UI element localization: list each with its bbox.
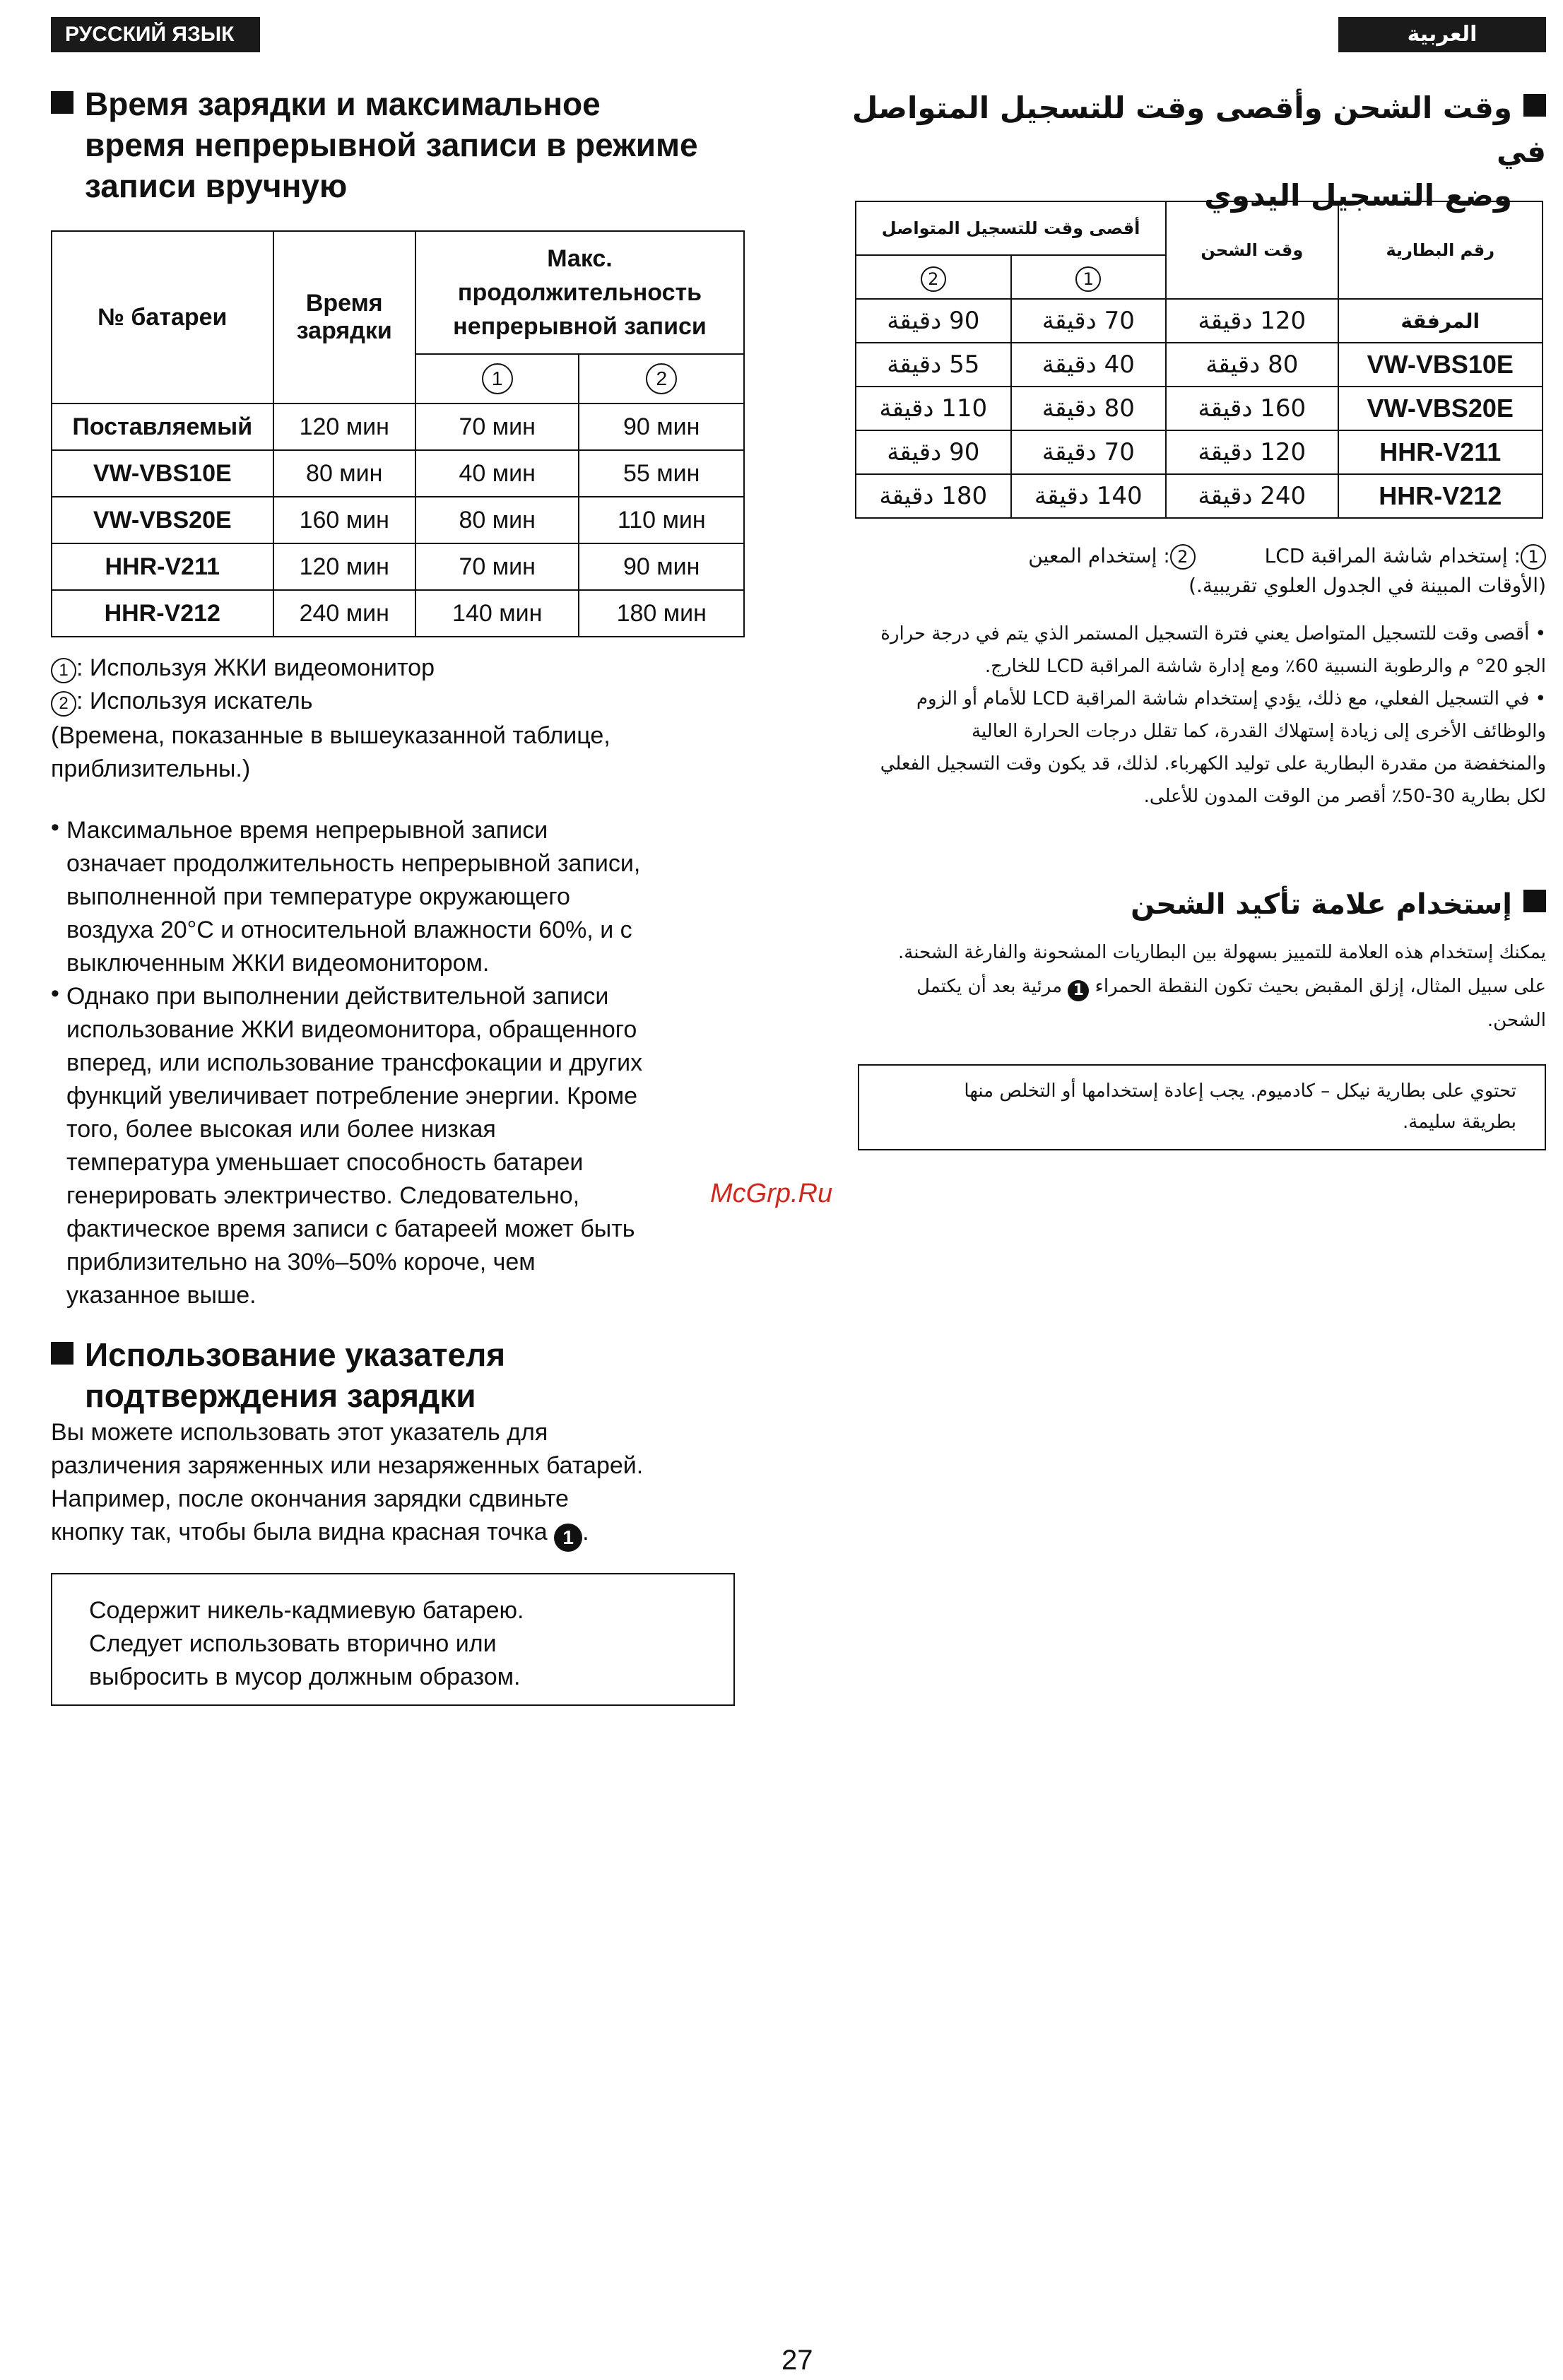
arabic-language-tag: العربية	[1338, 17, 1546, 52]
table-row	[856, 343, 1543, 387]
ru-bullet2-line: фактическое время записи с батареей может быть	[66, 1215, 635, 1242]
red-dot-marker-icon: 1	[554, 1524, 582, 1552]
ar-cell-lcd: 70 دقيقة	[1011, 430, 1167, 474]
table-row	[856, 299, 1543, 343]
circled-one-icon: 1	[482, 363, 513, 394]
ru-cell-charge: 160 мин	[273, 497, 415, 543]
ar-notice-line: تحتوي على بطارية نيكل – كادميوم. يجب إعادة إستخدامها أو التخلص منها	[964, 1080, 1516, 1102]
ru-cell-charge: 80 мин	[273, 450, 415, 497]
ar-bullet2-line: لكل بطارية 30-50٪ أقصر من الوقت المدون للأعلى.	[1143, 786, 1546, 807]
ru-note-line2: приблизительны.)	[51, 755, 251, 782]
ar-cell-lcd: 70 دقيقة	[1011, 299, 1167, 343]
red-dot-marker-icon: 1	[1068, 980, 1089, 1001]
ar-legend-viewfinder: : إستخدام المعين	[1028, 544, 1170, 567]
ar-legend	[854, 541, 1546, 601]
ar-section2-title: إستخدام علامة تأكيد الشحن	[1131, 888, 1512, 921]
ru-bullet-1	[51, 814, 750, 1312]
ar-section1-title	[839, 86, 1546, 218]
watermark-text: McGrp.Ru	[710, 1179, 833, 1208]
table-row	[52, 590, 744, 637]
circled-two-icon: 2	[1170, 544, 1196, 570]
ru-section2-body: кнопку так, чтобы была видна красная точка	[51, 1519, 548, 1545]
ar-bullet1-line: الجو 20° م والرطوبة النسبية 60٪ ومع إدارة شاشة المراقبة LCD للخارج.	[984, 656, 1546, 677]
ar-cell-charge: 80 دقيقة	[1166, 343, 1338, 387]
ar-col-charge-time: وقت الشحن	[1166, 201, 1338, 299]
ar-bullets	[854, 618, 1546, 813]
circled-one-icon: 1	[51, 658, 76, 683]
ar-charging-table	[855, 201, 1543, 519]
table-row	[52, 497, 744, 543]
ru-cell-charge: 240 мин	[273, 590, 415, 637]
ar-cell-viewfinder: 55 دقيقة	[856, 343, 1011, 387]
ar-section2-body: يمكنك إستخدام هذه العلامة للتمييز بسهولة بين البطاريات المشحونة والفارغة الشحنة.	[898, 942, 1546, 963]
ru-legend	[51, 652, 750, 786]
ru-section2-body: различения заряженных или незаряженных батарей.	[51, 1452, 644, 1479]
ar-col-battery: رقم البطارية	[1338, 201, 1543, 299]
ar-legend-lcd: : إستخدام شاشة المراقبة LCD	[1264, 544, 1521, 567]
ar-title-line1: وقت الشحن وأقصى وقت للتسجيل المتواصل في	[851, 90, 1546, 169]
ru-col-charge-line1: Время	[305, 290, 383, 317]
ru-cell-lcd: 140 мин	[415, 590, 579, 637]
section-bullet-square	[1523, 890, 1546, 912]
section-bullet-square	[51, 91, 73, 114]
ru-bullet2-line: приблизительно на 30%–50% короче, чем	[66, 1249, 536, 1276]
ru-bullet2-line: • Однако при выполнении действительной записи	[66, 983, 609, 1010]
ru-legend-viewfinder: : Используя искатель	[76, 688, 313, 714]
ar-cell-viewfinder: 90 دقيقة	[856, 299, 1011, 343]
ar-section2	[854, 883, 1546, 1037]
russian-language-tag: РУССКИЙ ЯЗЫК	[51, 17, 260, 52]
ru-col-max-line1: Макс.	[547, 245, 613, 272]
table-row	[856, 474, 1543, 518]
ar-bullet2-line: والمنخفضة من مقدرة البطارية على توليد الكهرباء. لذلك، قد يكون وقت التسجيل الفعلي	[880, 753, 1546, 774]
ru-section2-title-line2: подтверждения зарядки	[85, 1377, 476, 1414]
ru-bullet-2	[51, 980, 750, 1312]
ar-cell-lcd: 40 دقيقة	[1011, 343, 1167, 387]
ru-cell-battery: Поставляемый	[52, 403, 273, 450]
ru-cell-viewfinder: 90 мин	[579, 403, 744, 450]
ru-cell-viewfinder: 110 мин	[579, 497, 744, 543]
ru-cell-battery: VW-VBS10E	[52, 450, 273, 497]
ar-cell-battery: المرفقة	[1338, 299, 1543, 343]
ar-cell-charge: 160 دقيقة	[1166, 387, 1338, 430]
ar-note: (الأوقات المبينة في الجدول العلوي تقريبية.)	[1189, 574, 1546, 597]
ru-cell-charge: 120 мин	[273, 403, 415, 450]
ar-cell-charge: 240 دقيقة	[1166, 474, 1338, 518]
ru-bullet2-line: вперед, или использование трансфокации и других	[66, 1049, 643, 1076]
ru-bullet2-line: генерировать электричество. Следовательно,	[66, 1182, 580, 1209]
circled-one-icon: 1	[1075, 266, 1101, 292]
ru-bullet2-line: температура уменьшает способность батареи	[66, 1149, 584, 1176]
ru-cell-battery: HHR-V212	[52, 590, 273, 637]
ar-bullet2-line: في التسجيل الفعلي، مع ذلك، يؤدي إستخدام شاشة المراقبة LCD للأمام أو الزوم	[916, 688, 1530, 709]
ar-col-max-recording: أقصى وقت للتسجيل المتواصل	[856, 201, 1166, 255]
ru-cell-viewfinder: 90 мин	[579, 543, 744, 590]
ru-section2-body: Вы можете использовать этот указатель для	[51, 1419, 548, 1446]
ar-cell-viewfinder: 90 دقيقة	[856, 430, 1011, 474]
ar-cell-battery: HHR-V212	[1338, 474, 1543, 518]
ru-bullet2-line: функций увеличивает потребление энергии. Кроме	[66, 1083, 638, 1109]
table-row	[856, 387, 1543, 430]
ru-subcol-1	[415, 354, 579, 403]
ar-section2-body: الشحن.	[1487, 1010, 1546, 1031]
ar-cell-viewfinder: 180 دقيقة	[856, 474, 1011, 518]
table-row	[52, 543, 744, 590]
table-row	[52, 403, 744, 450]
ru-bullet2-line: использование ЖКИ видеомонитора, обращенного	[66, 1016, 637, 1043]
ru-legend-lcd: : Используя ЖКИ видеомонитор	[76, 654, 435, 681]
ru-col-battery: № батареи	[52, 231, 273, 403]
ru-cell-lcd: 70 мин	[415, 543, 579, 590]
ar-title-line2: وضع التسجيل اليدوي	[1204, 178, 1512, 213]
ru-cell-viewfinder: 180 мин	[579, 590, 744, 637]
ar-notice-line: بطريقة سليمة.	[1403, 1112, 1516, 1133]
section-bullet-square	[51, 1342, 73, 1365]
ar-cell-battery: VW-VBS20E	[1338, 387, 1543, 430]
page-number: 27	[782, 2345, 813, 2376]
ar-section2-body: على سبيل المثال، إزلق المقبض بحيث تكون النقطة الحمراء	[1095, 976, 1546, 997]
ru-cell-lcd: 80 мин	[415, 497, 579, 543]
circled-two-icon: 2	[646, 363, 677, 394]
ru-col-max-line2: продолжительность	[457, 279, 702, 306]
ar-cell-battery: VW-VBS10E	[1338, 343, 1543, 387]
ru-bullet1-line: выключенным ЖКИ видеомонитором.	[66, 950, 490, 977]
circled-two-icon: 2	[51, 691, 76, 717]
table-row	[856, 430, 1543, 474]
ru-charging-table	[51, 230, 745, 637]
ru-col-max-recording	[415, 231, 744, 354]
ru-bullet1-line: воздуха 20°C и относительной влажности 60%, и с	[66, 917, 632, 943]
circled-one-icon: 1	[1521, 544, 1546, 570]
ru-title-line3: записи вручную	[85, 167, 348, 204]
ar-section2-body: مرئية بعد أن يكتمل	[916, 976, 1063, 997]
ru-section2-title-line1: Использование указателя	[85, 1336, 506, 1373]
ru-section1-title	[51, 83, 750, 206]
ru-col-charge-time	[273, 231, 415, 403]
ru-bullet1-line: означает продолжительность непрерывной записи,	[66, 850, 641, 877]
ru-cell-lcd: 40 мин	[415, 450, 579, 497]
ar-cell-battery: HHR-V211	[1338, 430, 1543, 474]
ru-title-line2: время непрерывной записи в режиме	[85, 126, 698, 163]
ru-notice-line: Содержит никель-кадмиевую батарею.	[89, 1597, 524, 1624]
ar-subcol-1	[1011, 255, 1167, 299]
circled-two-icon: 2	[921, 266, 946, 292]
ru-col-charge-line2: зарядки	[296, 317, 392, 344]
ru-cell-battery: HHR-V211	[52, 543, 273, 590]
ru-cell-viewfinder: 55 мин	[579, 450, 744, 497]
ru-cell-battery: VW-VBS20E	[52, 497, 273, 543]
section-bullet-square	[1523, 94, 1546, 117]
ru-title-line1: Время зарядки и максимальное	[85, 86, 601, 122]
ar-bullet-1: • أقصى وقت للتسجيل المتواصل يعني فترة التسجيل المستمر الذي يتم في درجة حرارة الجو 20° م والرطوبة النسبية 60٪ ومع إدارة شاشة المراقبة LCD للخارج.	[854, 618, 1546, 683]
ar-cell-lcd: 80 دقيقة	[1011, 387, 1167, 430]
ar-nicd-notice-box	[858, 1064, 1546, 1150]
table-row	[52, 450, 744, 497]
ru-cell-lcd: 70 мин	[415, 403, 579, 450]
ru-subcol-2	[579, 354, 744, 403]
ar-cell-lcd: 140 دقيقة	[1011, 474, 1167, 518]
ru-bullet1-line: • Максимальное время непрерывной записи	[66, 817, 548, 844]
ru-section2-body: Например, после окончания зарядки сдвиньте	[51, 1485, 569, 1512]
ru-col-max-line3: непрерывной записи	[453, 313, 707, 340]
ar-cell-charge: 120 دقيقة	[1166, 299, 1338, 343]
ar-subcol-2	[856, 255, 1011, 299]
ru-section2: Использование указателя подтверждения зарядки Вы можете использовать этот указатель для различения заряженных или незаряженных батарей. Например, после окончания зарядки сдвиньте кнопку так, чтобы была видна красная точка 1 .	[51, 1334, 750, 1552]
ar-cell-viewfinder: 110 دقيقة	[856, 387, 1011, 430]
ru-notice-line: Следует использовать вторично или	[89, 1630, 497, 1657]
ru-bullet1-line: выполненной при температуре окружающего	[66, 883, 570, 910]
ru-notice-line: выбросить в мусор должным образом.	[89, 1663, 521, 1690]
ar-bullet1-line: أقصى وقت للتسجيل المتواصل يعني فترة التسجيل المستمر الذي يتم في درجة حرارة	[880, 623, 1530, 644]
ru-cell-charge: 120 мин	[273, 543, 415, 590]
ar-bullet-2: • في التسجيل الفعلي، مع ذلك، يؤدي إستخدام شاشة المراقبة LCD للأمام أو الزوم والوظائف الأخرى إلى زيادة إستهلاك القدرة، كما تقلل درجات الحرارة العالية والمنخفضة من مقدرة البطارية على توليد الكهرباء. لذلك، قد يكون وقت التسجيل الفعلي لكل بطارية 30-50٪ أقصر من الوقت المدون للأعلى.	[854, 683, 1546, 813]
ar-bullet2-line: والوظائف الأخرى إلى زيادة إستهلاك القدرة، كما تقلل درجات الحرارة العالية	[971, 721, 1546, 742]
ar-cell-charge: 120 دقيقة	[1166, 430, 1338, 474]
ru-bullet2-line: указанное выше.	[66, 1282, 256, 1309]
ru-nicd-notice-box	[51, 1573, 735, 1706]
ru-note-line1: (Времена, показанные в вышеуказанной таблице,	[51, 722, 611, 749]
ru-bullet2-line: того, более высокая или более низкая	[66, 1116, 496, 1143]
